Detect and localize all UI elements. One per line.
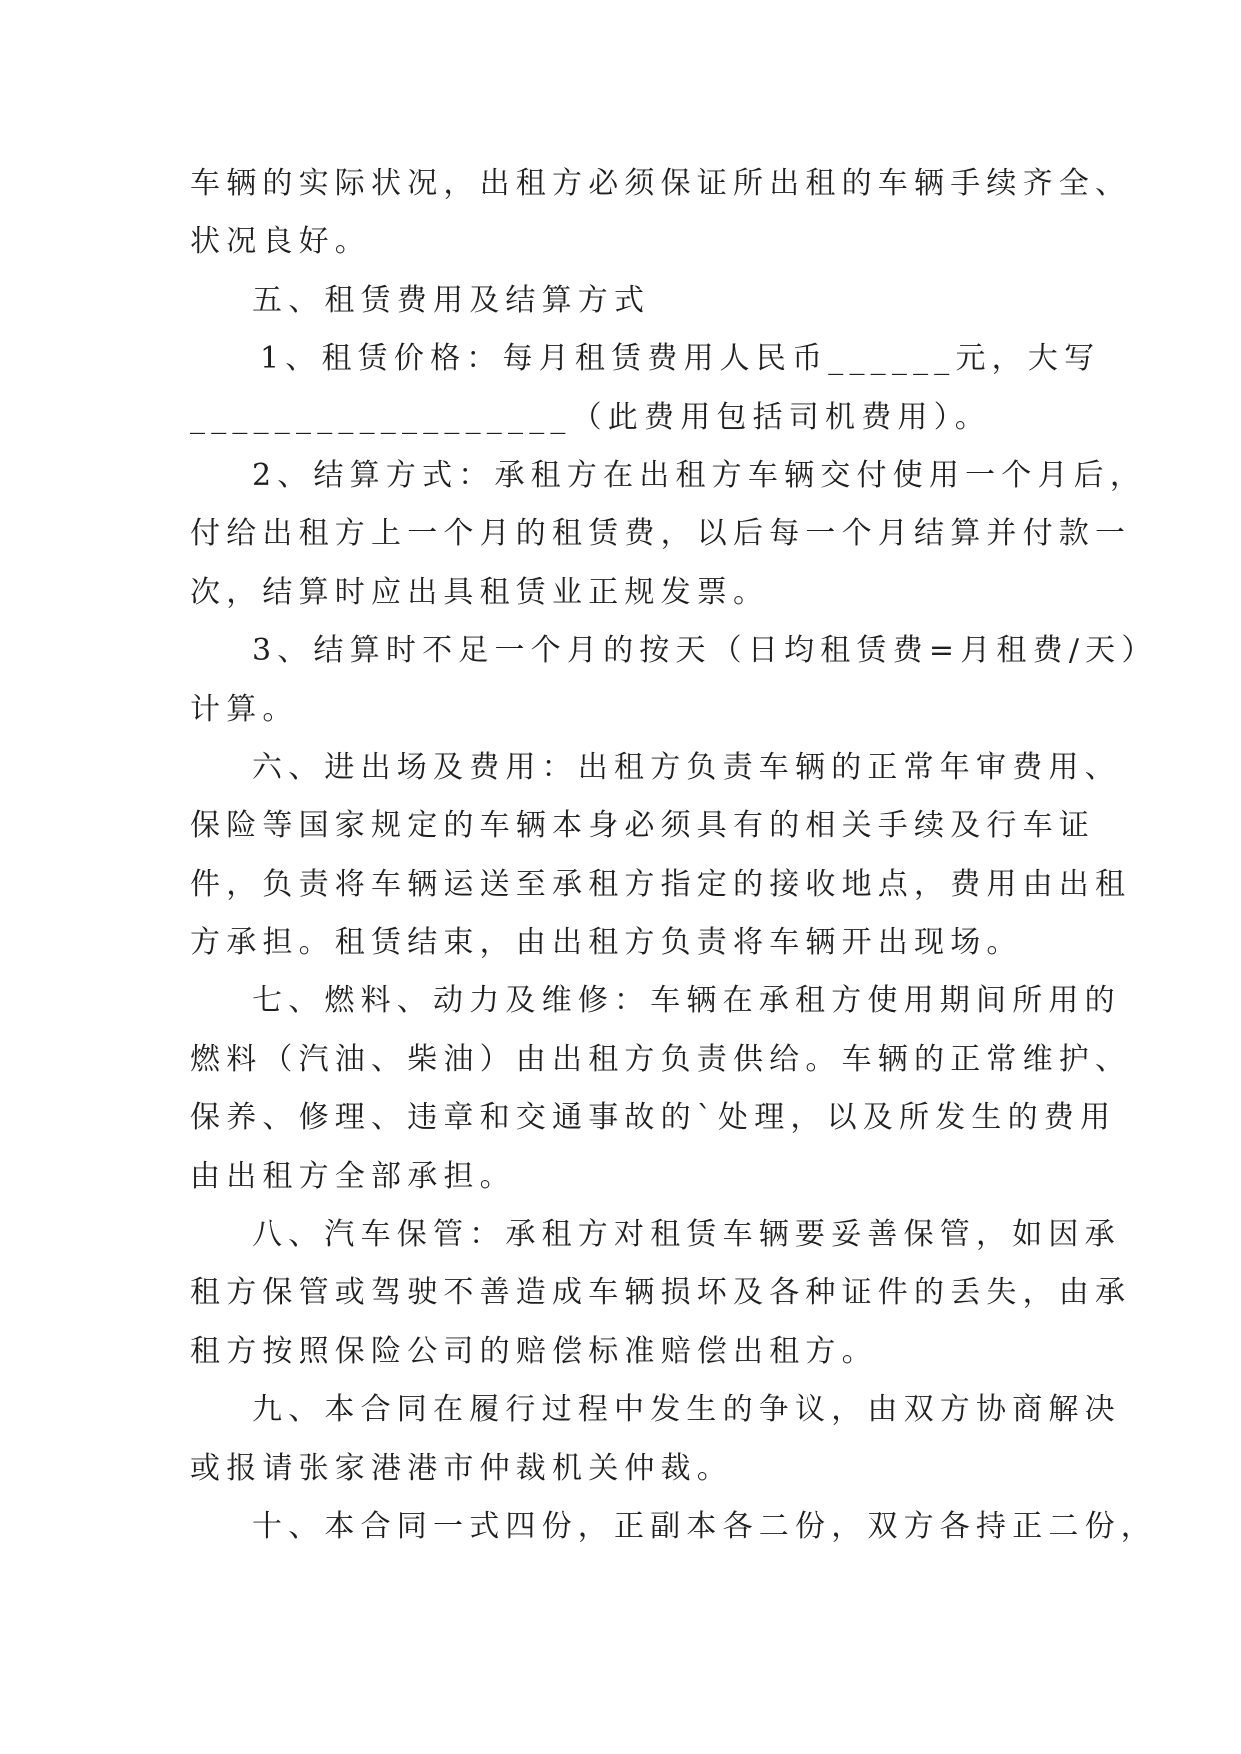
contract-body-text — [190, 155, 1158, 1556]
text-line: 租方保管或驾驶不善造成车辆损坏及各种证件的丢失，由承 — [190, 1275, 1132, 1311]
text-line: 状况良好。 — [190, 224, 371, 260]
text-line: 保养、修理、违章和交通事故的`处理，以及所发生的费用 — [190, 1100, 1117, 1136]
text-line: 七、燃料、动力及维修：车辆在承租方使用期间所用的 — [252, 983, 1121, 1019]
text-line: 车辆的实际状况，出租方必须保证所出租的车辆手续齐全、 — [190, 166, 1132, 201]
text-line: 或报请张家港港市仲裁机关仲裁。 — [190, 1450, 733, 1486]
text-line: 3、结算时不足一个月的按天（日均租赁费=月租费/天） — [252, 633, 1158, 669]
text-line: 九、本合同在履行过程中发生的争议，由双方协商解决 — [252, 1392, 1121, 1428]
text-line: 六、进出场及费用：出租方负责车辆的正常年审费用、 — [252, 749, 1121, 785]
text-line: 租方按照保险公司的赔偿标准赔偿出租方。 — [190, 1333, 878, 1369]
text-line: __________________（此费用包括司机费用）。 — [190, 399, 991, 435]
text-line: 八、汽车保管：承租方对租赁车辆要妥善保管，如因承 — [252, 1217, 1121, 1253]
text-line: 方承担。租赁结束，由出租方负责将车辆开出现场。 — [190, 925, 1023, 961]
text-line: 次，结算时应出具租赁业正规发票。 — [190, 574, 770, 610]
text-line: 2、结算方式：承租方在出租方车辆交付使用一个月后， — [252, 457, 1147, 493]
text-line: 十、本合同一式四份，正副本各二份，双方各持正二份， — [252, 1508, 1157, 1544]
text-line: 计算。 — [190, 691, 299, 727]
text-line: 保险等国家规定的车辆本身必须具有的相关手续及行车证 — [190, 808, 1095, 844]
text-line: 付给出租方上一个月的租赁费，以后每一个月结算并付款一 — [190, 516, 1132, 552]
text-line: 件，负责将车辆运送至承租方指定的接收地点，费用由出租 — [190, 866, 1132, 902]
text-line: 由出租方全部承担。 — [190, 1158, 516, 1194]
text-line: 1、租赁价格：每月租赁费用人民币______元，大写 — [260, 341, 1101, 377]
section-heading: 五、租赁费用及结算方式 — [252, 282, 651, 318]
text-line: 燃料（汽油、柴油）由出租方负责供给。车辆的正常维护、 — [190, 1041, 1132, 1077]
